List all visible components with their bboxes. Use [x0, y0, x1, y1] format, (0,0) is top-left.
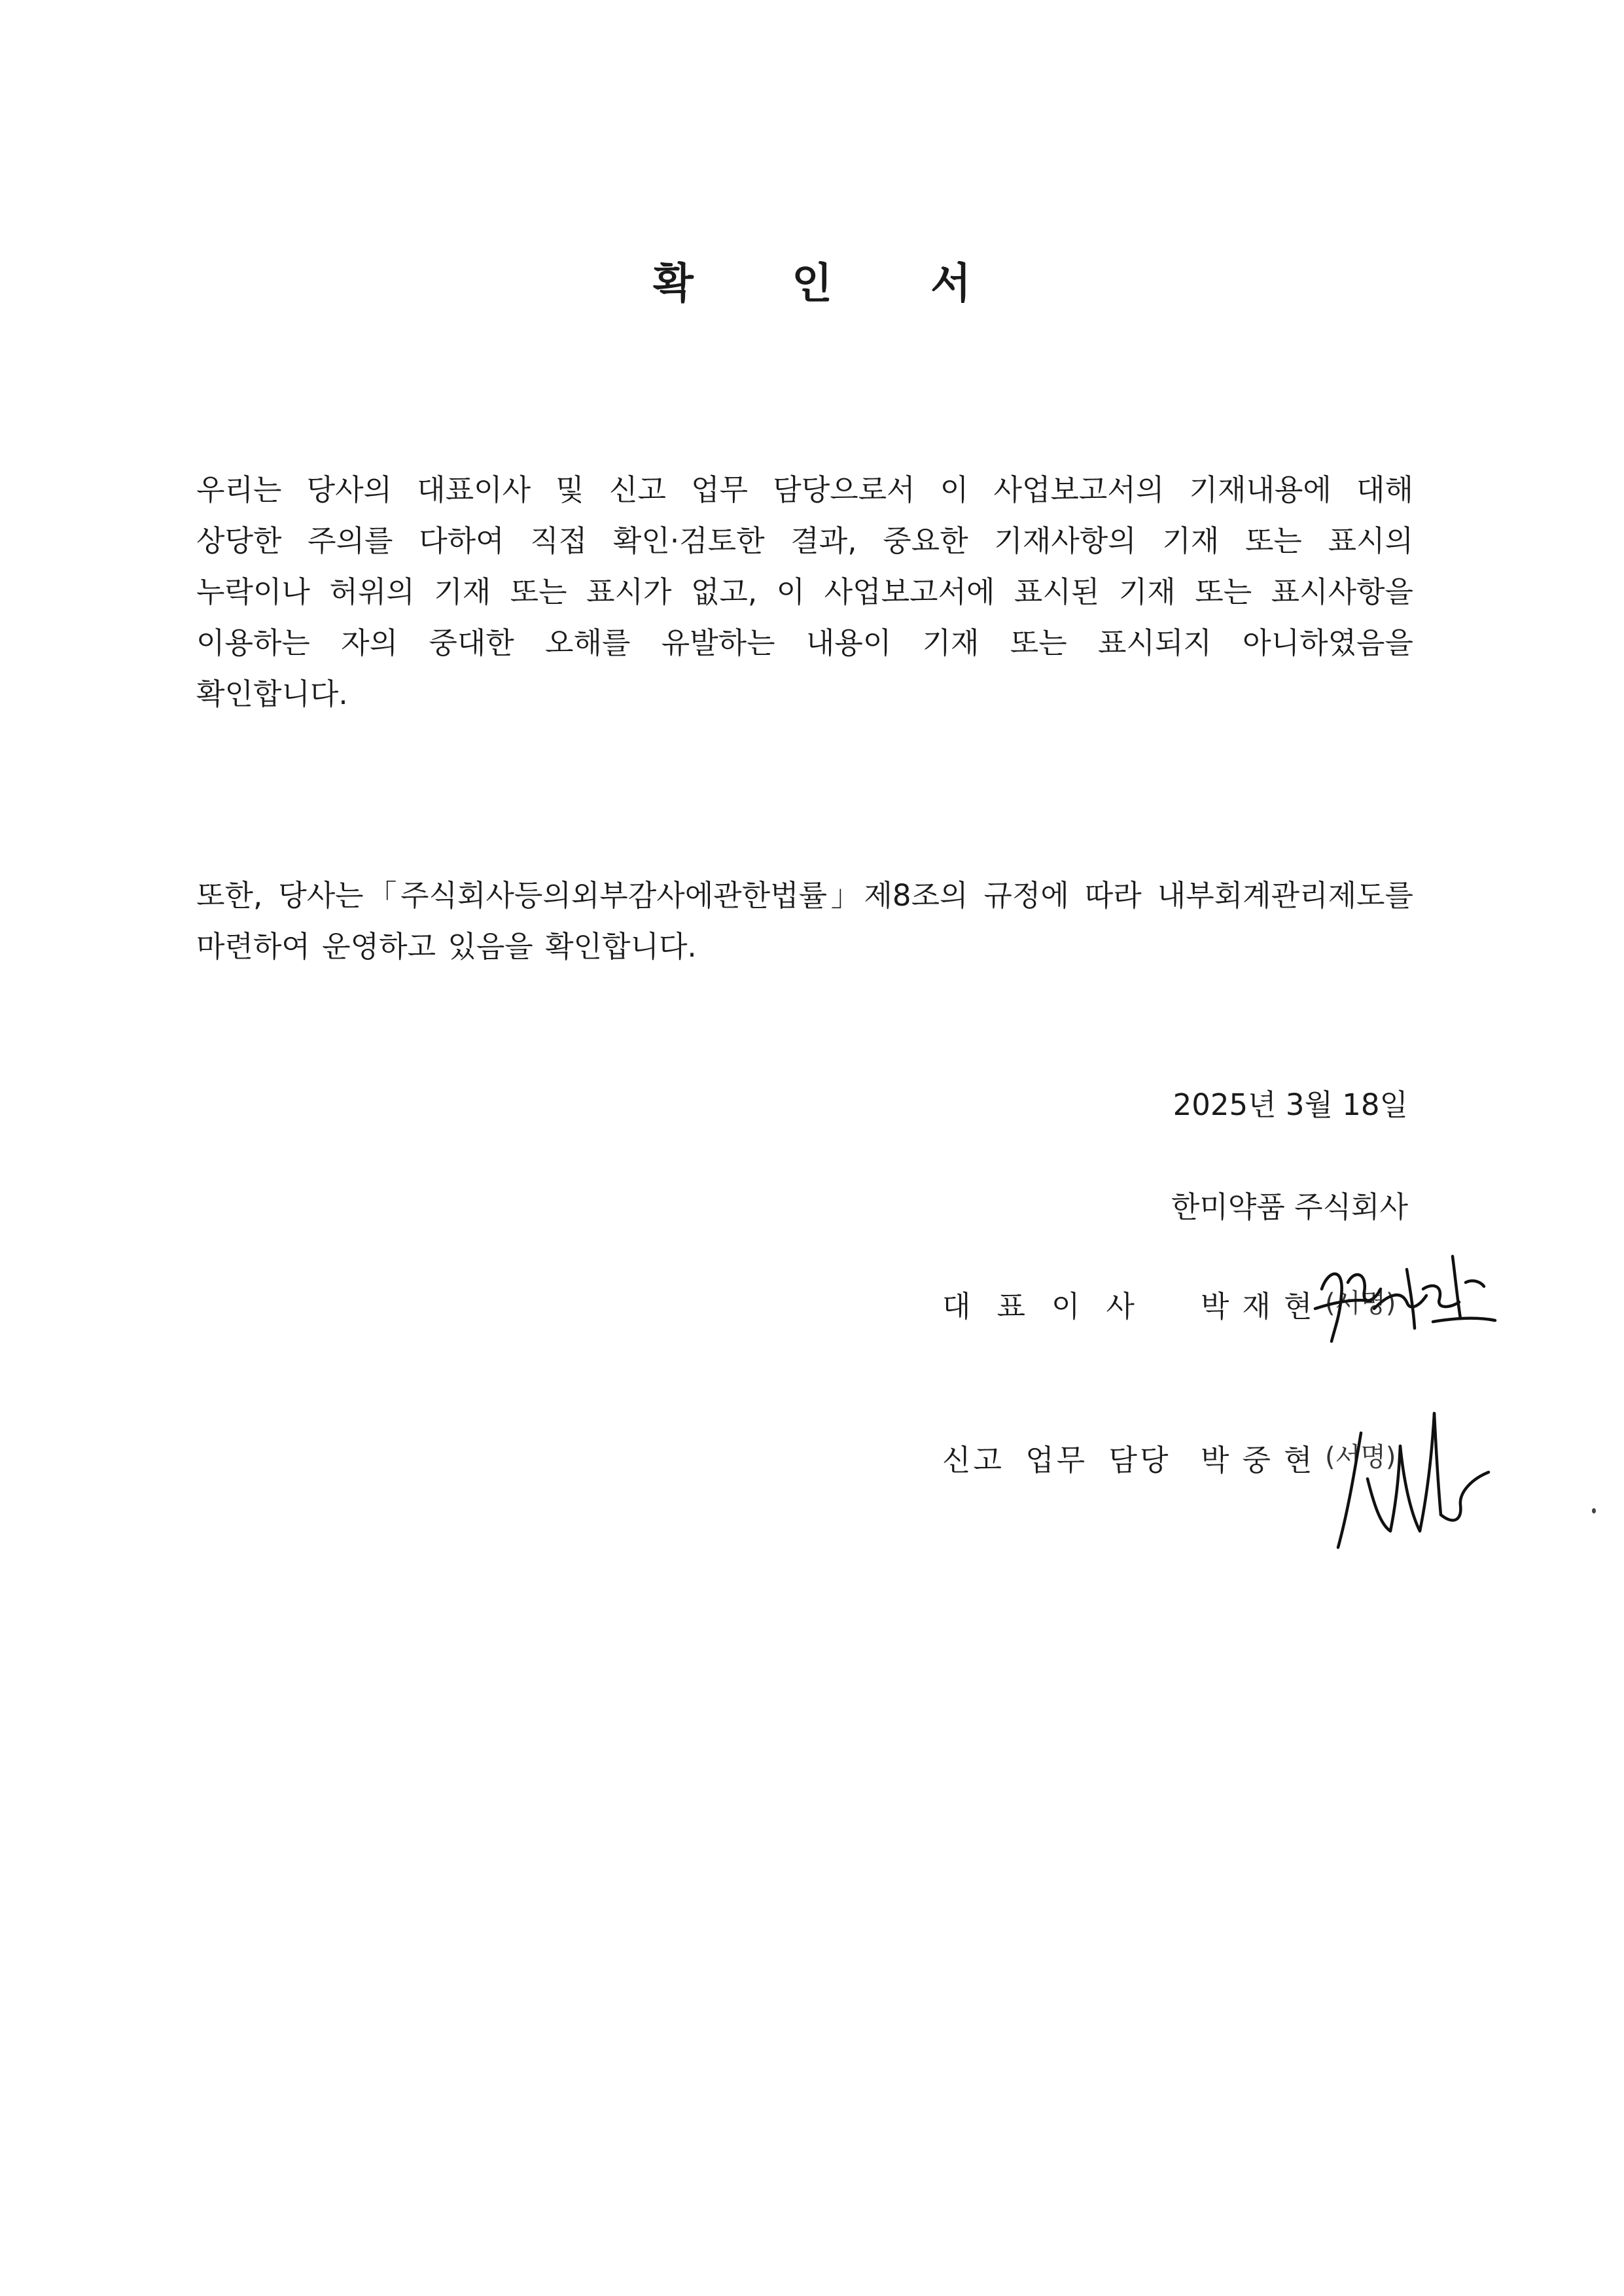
confirmation-paragraph	[196, 465, 1413, 720]
paragraph-line: 우리는 당사의 대표이사 및 신고 업무 담당으로서 이 사업보고서의 기재내용에 대해	[196, 472, 1413, 507]
signatory-role: 대표이사	[942, 1289, 1161, 1324]
company-name: 한미약품 주식회사	[1171, 1190, 1408, 1224]
paragraph-line: 또한, 당사는「주식회사등의외부감사에관한법률」제8조의 규정에 따라 내부회계관리제도를	[196, 878, 1413, 913]
handwritten-signature-ceo	[1309, 1243, 1498, 1361]
signatory-name: 박재현	[1201, 1289, 1326, 1324]
paragraph-line: 이용하는 자의 중대한 오해를 유발하는 내용이 기재 또는 표시되지 아니하였음을	[196, 626, 1413, 660]
paragraph-line: 마련하여 운영하고 있음을 확인합니다.	[196, 929, 697, 964]
seal-label: (서명)	[1325, 1288, 1396, 1318]
paragraph-line: 누락이나 허위의 기재 또는 표시가 없고, 이 사업보고서에 표시된 기재 또는 표시사항을	[196, 574, 1413, 609]
paragraph-line: 상당한 주의를 다하여 직접 확인·검토한 결과, 중요한 기재사항의 기재 또는 표시의	[196, 523, 1413, 558]
document-title: 확 인 서	[652, 260, 1014, 308]
internal-control-paragraph	[196, 870, 1413, 972]
seal-label: (서명)	[1325, 1442, 1396, 1472]
signatory-name: 박중현	[1201, 1443, 1326, 1477]
scan-speck	[1592, 1508, 1596, 1513]
handwritten-signature-officer	[1322, 1400, 1498, 1557]
signatory-role: 신고 업무 담당	[942, 1443, 1171, 1477]
document-date: 2025년 3월 18일	[1173, 1087, 1408, 1122]
paragraph-line: 확인합니다.	[196, 677, 348, 711]
